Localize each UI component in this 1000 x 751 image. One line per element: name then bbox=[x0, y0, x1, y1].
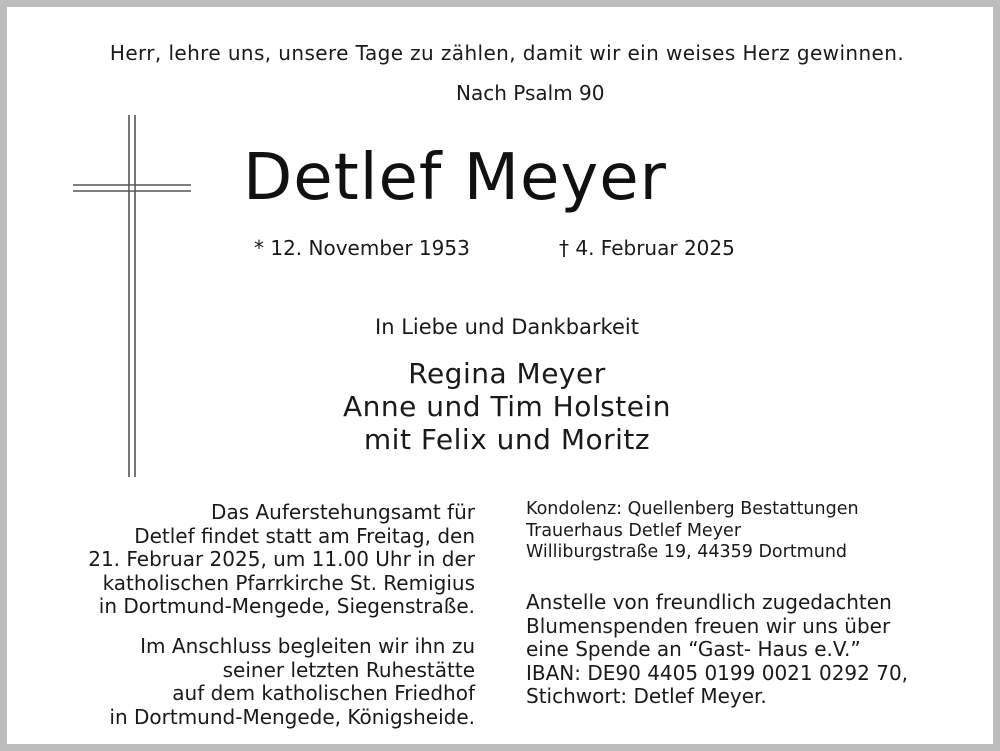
service-notice bbox=[88, 501, 475, 619]
condolence-line: Trauerhaus Detlef Meyer bbox=[526, 520, 742, 541]
donation-line: IBAN: DE90 4405 0199 0021 0292 70, bbox=[526, 660, 909, 685]
donation-request bbox=[526, 591, 908, 709]
mourners-list bbox=[7, 357, 1000, 456]
mourner-name: mit Felix und Moritz bbox=[363, 423, 651, 456]
condolence-line: Williburgstraße 19, 44359 Dortmund bbox=[526, 542, 848, 562]
service-line: in Dortmund-Mengede, Siegenstraße. bbox=[98, 594, 475, 618]
service-line: 21. Februar 2025, um 11.00 Uhr in der bbox=[88, 547, 475, 571]
burial-line: auf dem katholischen Friedhof bbox=[172, 681, 475, 705]
burial-notice bbox=[109, 635, 475, 729]
mourner-name: Regina Meyer bbox=[408, 357, 606, 390]
donation-line: eine Spende an “Gast- Haus e.V.” bbox=[526, 637, 861, 661]
burial-line: Im Anschluss begleiten wir ihn zu bbox=[140, 634, 475, 658]
burial-line: seiner letzten Ruhestätte bbox=[222, 657, 475, 682]
service-line: katholischen Pfarrkirche St. Remigius bbox=[102, 570, 475, 595]
condolence-line: Kondolenz: Quellenberg Bestattungen bbox=[526, 499, 859, 519]
mourner-name: Anne und Tim Holstein bbox=[343, 390, 671, 423]
death-date: † 4. Februar 2025 bbox=[559, 236, 735, 260]
birth-date: * 12. November 1953 bbox=[254, 236, 470, 260]
bible-verse: Herr, lehre uns, unsere Tage zu zählen, damit wir ein weises Herz gewinnen. bbox=[109, 41, 905, 65]
service-line: Das Auferstehungsamt für bbox=[211, 500, 475, 524]
deceased-name: Detlef Meyer bbox=[243, 141, 667, 215]
donation-line: Stichwort: Detlef Meyer. bbox=[526, 684, 767, 708]
service-line: Detlef findet statt am Freitag, den bbox=[134, 523, 475, 548]
burial-line: in Dortmund-Mengede, Königsheide. bbox=[109, 704, 475, 729]
donation-line: Anstelle von freundlich zugedachten bbox=[526, 590, 892, 614]
condolence-address bbox=[526, 499, 859, 564]
dedication-line: In Liebe und Dankbarkeit bbox=[375, 315, 639, 339]
donation-line: Blumenspenden freuen wir uns über bbox=[526, 613, 891, 638]
verse-source: Nach Psalm 90 bbox=[456, 81, 605, 105]
